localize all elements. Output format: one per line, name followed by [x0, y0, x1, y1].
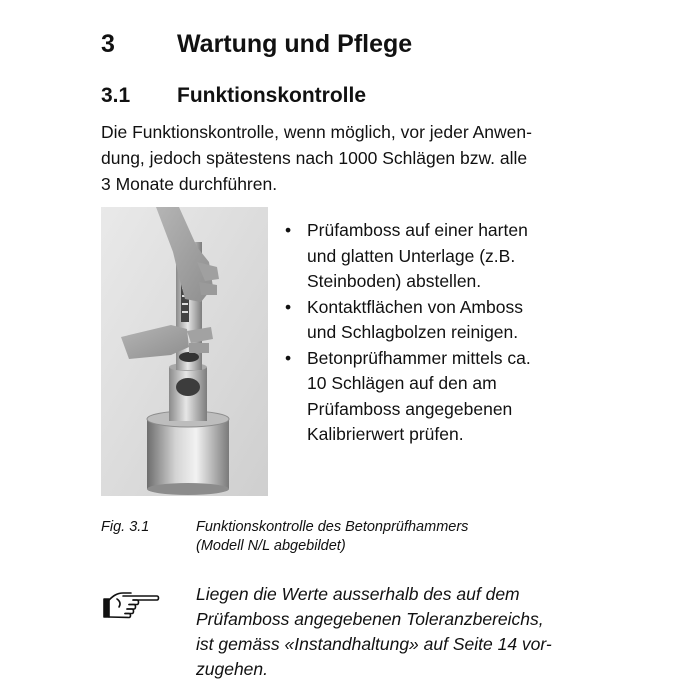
intro-line: dung, jedoch spätestens nach 1000 Schlägen bzw. alle: [101, 148, 528, 168]
list-item: [285, 218, 605, 295]
list-item-line: Steinboden) abstellen.: [307, 271, 482, 291]
list-item-line: und glatten Unterlage (z.B.: [307, 245, 516, 266]
intro-paragraph: [101, 119, 621, 197]
note-paragraph: [196, 582, 616, 682]
subsection-title: Funktionskontrolle: [177, 84, 366, 107]
subsection-number: 3.1: [101, 84, 131, 107]
test-anvil-photo: [101, 207, 268, 496]
list-item: [285, 346, 605, 448]
figure-caption-text: [196, 518, 468, 556]
note-line: Prüfamboss angegebenen Toleranzbereichs,: [196, 609, 544, 629]
list-item-line: Prüfamboss angegebenen: [307, 398, 513, 419]
intro-line: Die Funktionskontrolle, wenn möglich, vor jeder Anwen-: [101, 122, 532, 142]
bullet-icon: •: [285, 347, 292, 368]
intro-line: 3 Monate durchführen.: [101, 174, 278, 194]
pointing-hand-icon: [101, 587, 161, 623]
bullet-icon: •: [285, 296, 292, 317]
note-line: ist gemäss «Instandhaltung» auf Seite 14 vor-: [196, 634, 552, 654]
section-number: 3: [101, 30, 115, 58]
list-item-line: und Schlagbolzen reinigen.: [307, 322, 519, 342]
list-item-line: Betonprüfhammer mittels ca.: [307, 347, 531, 368]
note-line: Liegen die Werte ausserhalb des auf dem: [196, 584, 520, 604]
list-item: [285, 295, 605, 346]
caption-line: (Modell N/L abgebildet): [196, 538, 346, 554]
caption-line: Funktionskontrolle des Betonprüfhammers: [196, 519, 469, 535]
note-line: zugehen.: [196, 659, 269, 679]
list-item-line: Kalibrierwert prüfen.: [307, 424, 464, 444]
bullet-icon: •: [285, 220, 292, 240]
list-item-line: Kontaktflächen von Amboss: [307, 296, 523, 317]
figure-label: Fig. 3.1: [101, 519, 150, 535]
list-item-line: Prüfamboss auf einer harten: [307, 220, 528, 240]
section-title: Wartung und Pflege: [177, 30, 413, 58]
instruction-list: [285, 218, 605, 448]
list-item-line: 10 Schlägen auf den am: [307, 373, 497, 393]
